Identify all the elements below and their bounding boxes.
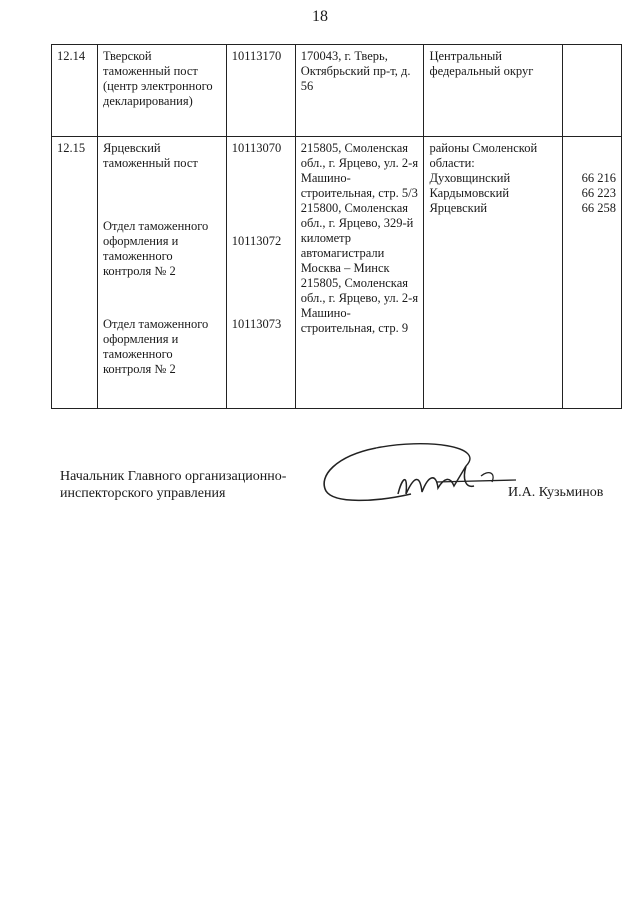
row-number: 12.15 <box>52 137 98 409</box>
table-row <box>52 137 622 409</box>
okato-code: 66 258 <box>581 201 616 215</box>
signatory-name: И.А. Кузьминов <box>508 485 604 500</box>
post-region: Центральный федеральный округ <box>424 45 563 137</box>
subunit-address: 215805, Смоленская обл., г. Ярцево, ул. 2-я Машино-строительная, стр. 9 <box>300 276 419 335</box>
subunit-code: 10113072 <box>231 234 282 248</box>
post-name-cell <box>97 137 226 409</box>
post-address-cell <box>295 137 424 409</box>
post-address: 170043, г. Тверь, Октябрьский пр-т, д. 56 <box>295 45 424 137</box>
post-code-cell <box>226 137 295 409</box>
region-line: районы Смоленской области: <box>429 141 538 170</box>
subunit-name: Отдел таможенного оформления и таможенного контроля № 2 <box>102 317 209 376</box>
region-line: Кардымовский <box>429 186 510 200</box>
region-line: Ярцевский <box>429 201 488 215</box>
okato-code: 66 216 <box>581 171 616 185</box>
okato-code: 66 223 <box>581 186 616 200</box>
post-name: Тверской таможенный пост (центр электронного декларирования) <box>97 45 226 137</box>
post-code: 10113170 <box>226 45 295 137</box>
position-title-line1: Начальник Главного организационно- <box>60 469 287 484</box>
okato-codes <box>563 137 622 409</box>
subunit-name: Отдел таможенного оформления и таможенного контроля № 2 <box>102 219 209 278</box>
page-number: 18 <box>312 8 328 25</box>
region-line: Духовщинский <box>429 171 511 185</box>
post-address: 215805, Смоленская обл., г. Ярцево, ул. 2-я Машино-строительная, стр. 5/3 <box>300 141 419 200</box>
position-title-line2: инспекторского управления <box>60 486 226 501</box>
post-region-cell <box>424 137 563 409</box>
handwritten-signature <box>316 436 536 516</box>
customs-posts-table <box>51 44 622 409</box>
post-code: 10113070 <box>231 141 282 155</box>
subunit-address: 215800, Смоленская обл., г. Ярцево, 329-й километр автомагистрали Москва – Минск <box>300 201 414 275</box>
subunit-code: 10113073 <box>231 317 282 331</box>
post-name: Ярцевский таможенный пост <box>102 141 198 170</box>
table-row <box>52 45 622 137</box>
row-number: 12.14 <box>52 45 98 137</box>
okato-codes <box>563 45 622 137</box>
